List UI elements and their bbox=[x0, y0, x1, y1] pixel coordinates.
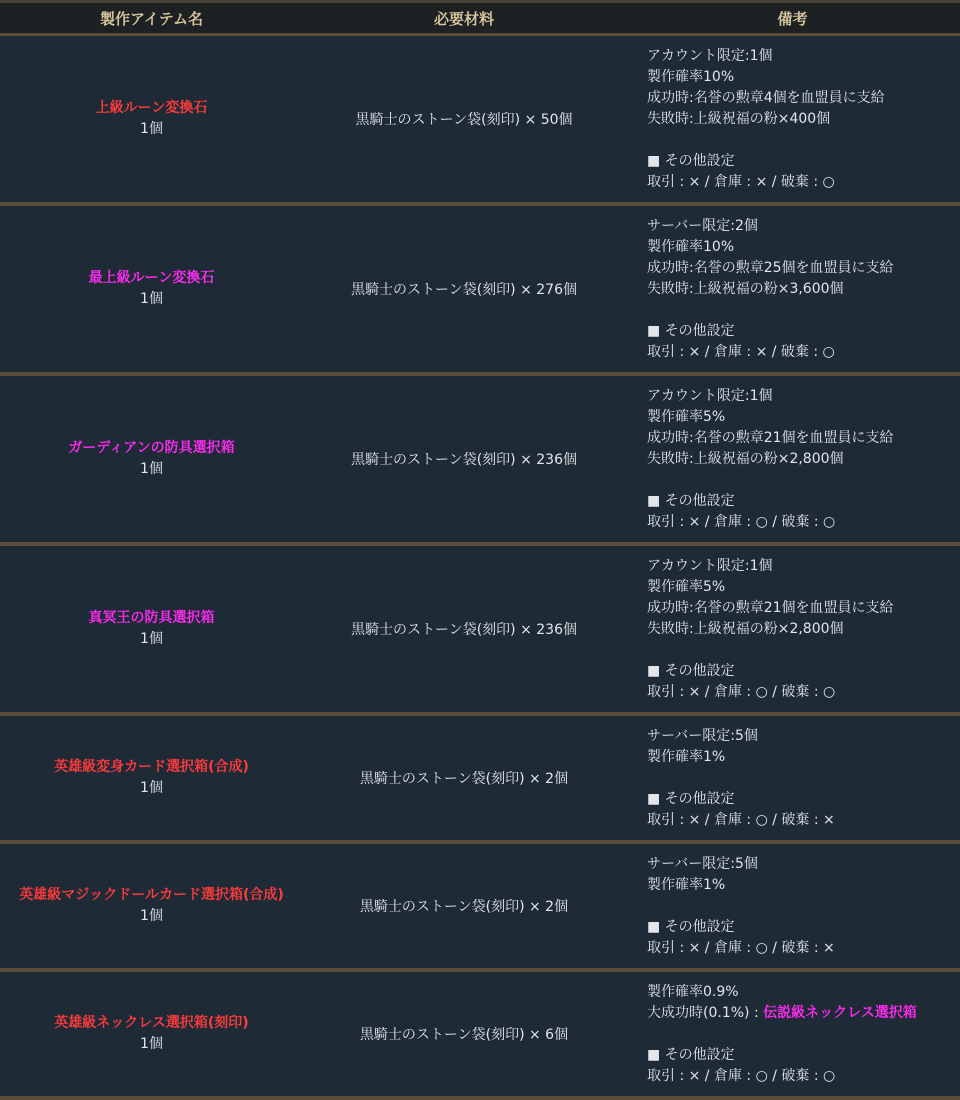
item-quantity: 1個 bbox=[140, 1036, 163, 1052]
other-settings-title: ■ その他設定 bbox=[647, 918, 735, 935]
material-cell: 黒騎士のストーン袋(刻印) × 2個 bbox=[359, 771, 569, 787]
note-line: 製作確率1% bbox=[647, 876, 726, 893]
table-row bbox=[0, 36, 960, 206]
other-settings-title: ■ その他設定 bbox=[647, 662, 735, 679]
material-cell: 黒騎士のストーン袋(刻印) × 236個 bbox=[351, 452, 577, 468]
notes-cell bbox=[625, 854, 960, 959]
other-settings: 取引 : × / 倉庫 : × / 破棄 : ○ bbox=[647, 173, 835, 190]
note-line: 失敗時:上級祝福の粉×400個 bbox=[647, 110, 831, 127]
note-line: 失敗時:上級祝福の粉×2,800個 bbox=[647, 620, 844, 637]
item-cell bbox=[0, 608, 303, 650]
notes-cell bbox=[625, 46, 960, 193]
table-header bbox=[0, 3, 960, 36]
item-quantity: 1個 bbox=[140, 291, 163, 307]
notes-cell bbox=[625, 386, 960, 533]
other-settings-title: ■ その他設定 bbox=[647, 1046, 735, 1063]
note-line: 製作確率10% bbox=[647, 68, 735, 85]
material-cell: 黒騎士のストーン袋(刻印) × 2個 bbox=[359, 899, 569, 915]
item-name: ガーディアンの防具選択箱 bbox=[68, 440, 235, 456]
note-line: 製作確率10% bbox=[647, 238, 735, 255]
other-settings: 取引 : × / 倉庫 : ○ / 破棄 : ○ bbox=[647, 1067, 836, 1084]
note-line: サーバー限定:5個 bbox=[647, 727, 758, 744]
bonus-item: 伝説級ネックレス選択箱 bbox=[763, 1004, 917, 1021]
bonus-line bbox=[647, 1003, 960, 1024]
item-quantity: 1個 bbox=[140, 121, 163, 137]
item-cell bbox=[0, 438, 303, 480]
item-name: 英雄級マジックドールカード選択箱(合成) bbox=[19, 887, 284, 903]
note-line: 製作確率5% bbox=[647, 578, 726, 595]
item-name: 上級ルーン変換石 bbox=[95, 100, 208, 116]
material-cell: 黒騎士のストーン袋(刻印) × 236個 bbox=[351, 622, 577, 638]
other-settings: 取引 : × / 倉庫 : ○ / 破棄 : ○ bbox=[647, 683, 836, 700]
material-cell: 黒騎士のストーン袋(刻印) × 6個 bbox=[359, 1027, 569, 1043]
table-row bbox=[0, 972, 960, 1100]
table-row bbox=[0, 844, 960, 972]
item-quantity: 1個 bbox=[140, 780, 163, 796]
note-line: 製作確率0.9% bbox=[647, 983, 739, 1000]
notes-cell bbox=[625, 556, 960, 703]
note-line: 失敗時:上級祝福の粉×3,600個 bbox=[647, 280, 844, 297]
item-cell bbox=[0, 885, 303, 927]
note-line: アカウント限定:1個 bbox=[647, 47, 773, 64]
note-line: 製作確率5% bbox=[647, 408, 726, 425]
other-settings: 取引 : × / 倉庫 : ○ / 破棄 : × bbox=[647, 939, 835, 956]
item-cell bbox=[0, 1013, 303, 1055]
item-quantity: 1個 bbox=[140, 461, 163, 477]
item-name: 英雄級ネックレス選択箱(刻印) bbox=[54, 1015, 249, 1031]
table-row bbox=[0, 376, 960, 546]
note-line: 成功時:名誉の勲章21個を血盟員に支給 bbox=[647, 429, 894, 446]
header-materials: 必要材料 bbox=[433, 9, 494, 28]
notes-cell bbox=[625, 216, 960, 363]
other-settings-title: ■ その他設定 bbox=[647, 790, 735, 807]
other-settings-title: ■ その他設定 bbox=[647, 492, 735, 509]
note-line: 失敗時:上級祝福の粉×2,800個 bbox=[647, 450, 844, 467]
item-cell bbox=[0, 268, 303, 310]
notes-cell bbox=[625, 982, 960, 1087]
material-cell: 黒騎士のストーン袋(刻印) × 276個 bbox=[351, 282, 577, 298]
header-item-name: 製作アイテム名 bbox=[100, 9, 203, 28]
item-name: 英雄級変身カード選択箱(合成) bbox=[54, 759, 249, 775]
table-row bbox=[0, 206, 960, 376]
other-settings: 取引 : × / 倉庫 : ○ / 破棄 : × bbox=[647, 811, 835, 828]
table-row bbox=[0, 546, 960, 716]
bonus-prefix: 大成功時(0.1%) : bbox=[647, 1004, 764, 1021]
item-name: 最上級ルーン変換石 bbox=[88, 270, 215, 286]
other-settings-title: ■ その他設定 bbox=[647, 152, 735, 169]
note-line: サーバー限定:5個 bbox=[647, 855, 758, 872]
header-notes: 備考 bbox=[777, 9, 808, 28]
item-name: 真冥王の防具選択箱 bbox=[88, 610, 215, 626]
notes-cell bbox=[625, 726, 960, 831]
other-settings: 取引 : × / 倉庫 : ○ / 破棄 : ○ bbox=[647, 513, 836, 530]
note-line: 成功時:名誉の勲章4個を血盟員に支給 bbox=[647, 89, 885, 106]
note-line: 成功時:名誉の勲章21個を血盟員に支給 bbox=[647, 599, 894, 616]
material-cell: 黒騎士のストーン袋(刻印) × 50個 bbox=[355, 112, 573, 128]
item-quantity: 1個 bbox=[140, 631, 163, 647]
note-line: 製作確率1% bbox=[647, 748, 726, 765]
item-quantity: 1個 bbox=[140, 908, 163, 924]
note-line: サーバー限定:2個 bbox=[647, 217, 758, 234]
item-cell bbox=[0, 98, 303, 140]
note-line: 成功時:名誉の勲章25個を血盟員に支給 bbox=[647, 259, 894, 276]
other-settings: 取引 : × / 倉庫 : × / 破棄 : ○ bbox=[647, 343, 835, 360]
item-cell bbox=[0, 757, 303, 799]
table-row bbox=[0, 716, 960, 844]
other-settings-title: ■ その他設定 bbox=[647, 322, 735, 339]
note-line: アカウント限定:1個 bbox=[647, 557, 773, 574]
note-line: アカウント限定:1個 bbox=[647, 387, 773, 404]
